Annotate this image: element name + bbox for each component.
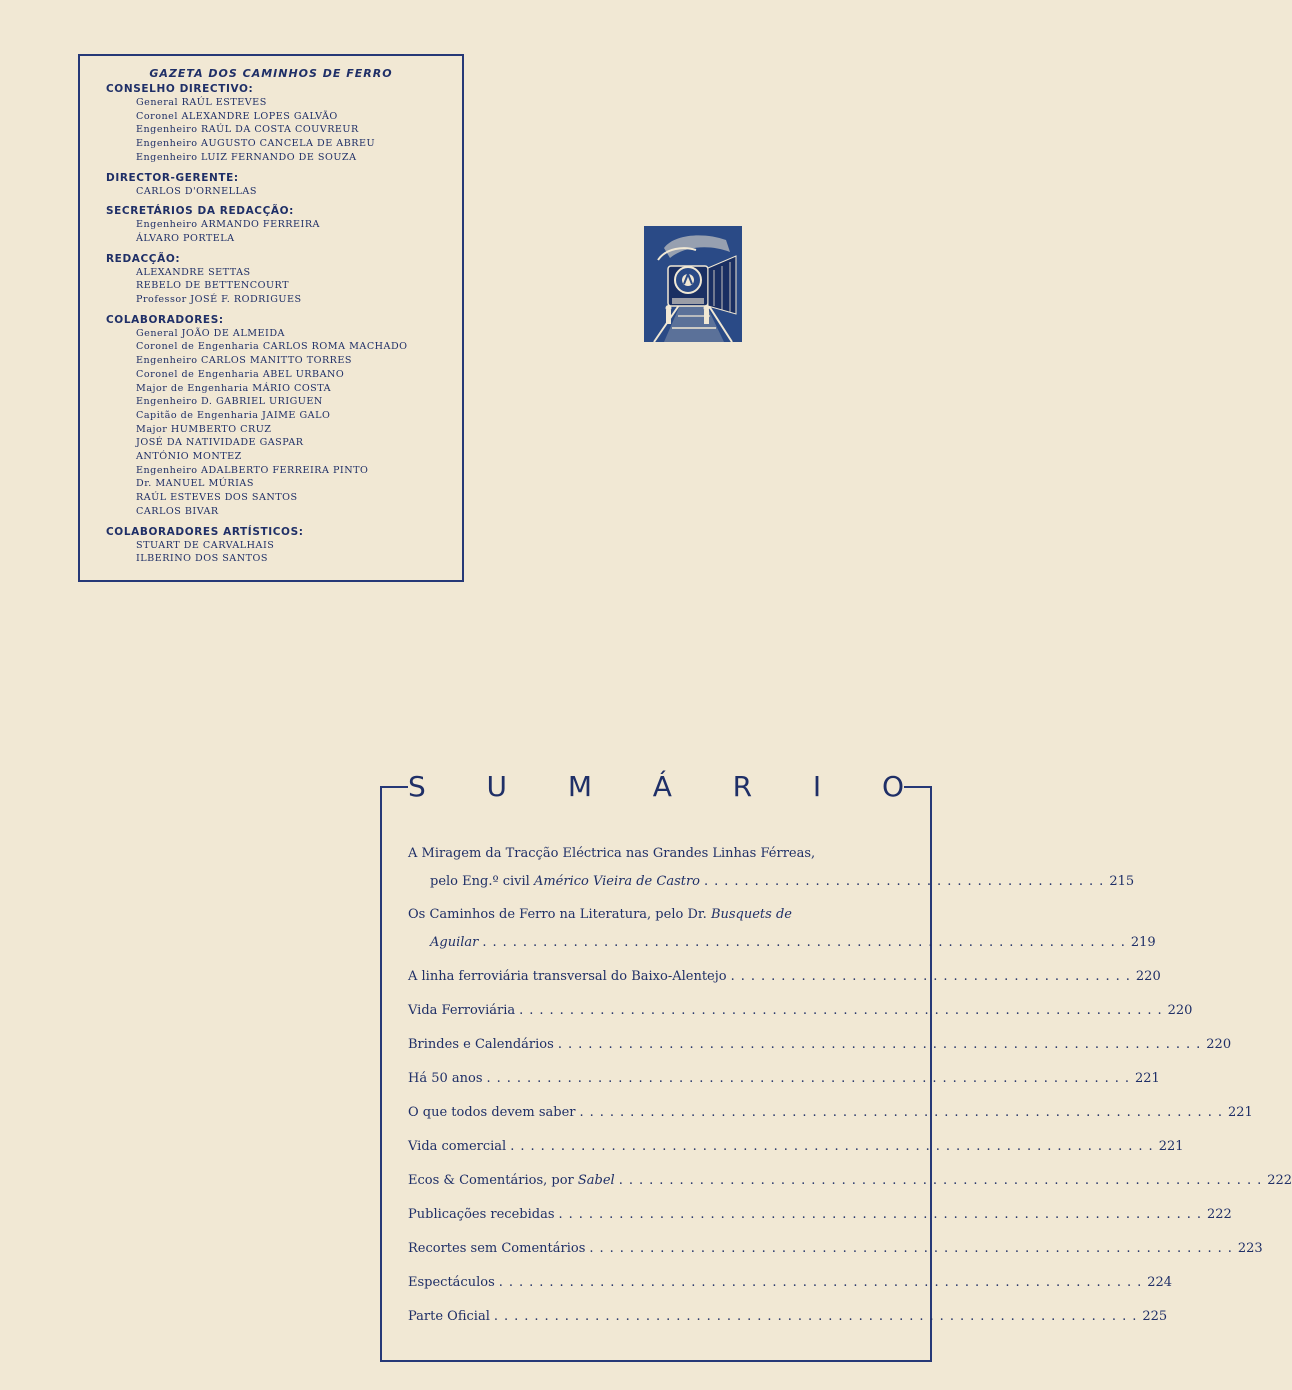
toc-title: O que todos devem saber xyxy=(408,1105,576,1120)
person: JOSÉ DA NATIVIDADE GASPAR xyxy=(136,437,304,449)
leader-dots: ................................................................ xyxy=(519,1003,1168,1018)
person: Capitão de Engenharia JAIME GALO xyxy=(136,409,331,421)
toc-entry xyxy=(408,1096,1253,1130)
person: Engenheiro CARLOS MANITTO TORRES xyxy=(136,355,352,367)
person: STUART DE CARVALHAIS xyxy=(136,539,275,551)
section-title: SECRETÁRIOS DA REDACÇÃO: xyxy=(106,205,294,218)
locomotive-emblem-icon xyxy=(644,226,742,342)
leader-dots: ................................................................ xyxy=(493,1309,1143,1324)
toc-title: Os Caminhos de Ferro na Literatura, pelo Dr. xyxy=(408,907,707,922)
person: Engenheiro RAÚL DA COSTA COUVREUR xyxy=(136,124,359,136)
person: General JOÃO DE ALMEIDA xyxy=(136,327,285,339)
section-title: CONSELHO DIRECTIVO: xyxy=(106,83,254,95)
person: ÁLVARO PORTELA xyxy=(136,232,235,244)
toc-page: 221 xyxy=(1158,1139,1184,1154)
person: CARLOS BIVAR xyxy=(136,505,219,517)
leader-dots: ................................................................ xyxy=(589,1241,1238,1256)
toc-author: Sabel xyxy=(577,1173,615,1188)
person: ILBERINO DOS SANTOS xyxy=(136,553,268,565)
section-title: REDACÇÃO: xyxy=(106,252,181,265)
person: Major HUMBERTO CRUZ xyxy=(136,423,272,435)
toc-title: Parte Oficial xyxy=(408,1309,490,1324)
toc-title: A linha ferroviária transversal do Baixo-Alentejo xyxy=(408,969,727,984)
toc-entry xyxy=(408,842,1135,899)
toc-entry xyxy=(408,960,1161,994)
toc-title: Vida Ferroviária xyxy=(408,1003,516,1018)
toc-title: Vida comercial xyxy=(408,1139,507,1154)
heading-letter: R xyxy=(732,770,753,803)
toc-entry xyxy=(408,1232,1263,1266)
toc-entry xyxy=(408,1130,1184,1164)
person: General RAÚL ESTEVES xyxy=(136,97,267,108)
person: RAÚL ESTEVES DOS SANTOS xyxy=(136,492,298,504)
toc-author: Américo Vieira de Castro xyxy=(533,874,701,889)
section-redaccao xyxy=(106,252,462,307)
person: Engenheiro ARMANDO FERREIRA xyxy=(136,219,320,231)
toc-title: A Miragem da Tracção Eléctrica nas Grandes Linhas Férreas, xyxy=(408,846,816,861)
toc-entry xyxy=(408,1198,1232,1232)
leader-dots: ................................................................ xyxy=(558,1207,1207,1222)
person: Coronel de Engenharia ABEL URBANO xyxy=(136,368,345,380)
toc-page: 219 xyxy=(1130,935,1156,950)
toc-title-cont: pelo Eng.º civil xyxy=(430,874,530,889)
person: Engenheiro ADALBERTO FERREIRA PINTO xyxy=(136,464,369,476)
toc-page: 224 xyxy=(1147,1275,1173,1290)
toc-title: Brindes e Calendários xyxy=(408,1037,554,1052)
toc-page: 221 xyxy=(1134,1071,1160,1086)
toc-title: Ecos & Comentários, por xyxy=(408,1173,574,1188)
leader-dots: ................................................................ xyxy=(482,935,1131,950)
heading-letter: S xyxy=(408,770,426,803)
section-title: DIRECTOR-GERENTE: xyxy=(106,171,239,184)
person: CARLOS D'ORNELLAS xyxy=(136,185,257,197)
leader-dots: ................................................................ xyxy=(618,1173,1268,1188)
toc-page: 221 xyxy=(1227,1105,1253,1120)
person: REBELO DE BETTENCOURT xyxy=(136,280,289,292)
toc-page: 215 xyxy=(1109,874,1135,889)
masthead-box xyxy=(78,54,464,582)
person: Major de Engenharia MÁRIO COSTA xyxy=(136,382,332,394)
section-title: COLABORADORES: xyxy=(106,313,224,326)
leader-dots: ................................................................ xyxy=(486,1071,1135,1086)
person: Engenheiro AUGUSTO CANCELA DE ABREU xyxy=(136,138,376,150)
person: ANTÓNIO MONTEZ xyxy=(136,451,242,463)
table-of-contents xyxy=(408,842,1292,1334)
heading-letter: U xyxy=(486,770,508,803)
heading-letter: I xyxy=(812,770,822,803)
toc-author-cont: Aguilar xyxy=(430,935,479,950)
heading-letter: Á xyxy=(652,770,672,803)
summary-box xyxy=(380,786,1292,1362)
heading-letter: M xyxy=(567,770,592,803)
section-title: COLABORADORES ARTÍSTICOS: xyxy=(106,525,304,538)
person: Engenheiro LUIZ FERNANDO DE SOUZA xyxy=(136,151,357,163)
toc-title: Espectáculos xyxy=(408,1275,495,1290)
leader-dots: ........................................ xyxy=(704,874,1110,889)
toc-entry xyxy=(408,1300,1168,1334)
toc-page: 222 xyxy=(1206,1207,1232,1222)
leader-dots: ................................................................ xyxy=(510,1139,1159,1154)
person: ALEXANDRE SETTAS xyxy=(136,266,251,278)
person: Dr. MANUEL MÚRIAS xyxy=(136,478,254,490)
toc-entry xyxy=(408,1028,1232,1062)
leader-dots: ................................................................ xyxy=(498,1275,1148,1290)
heading-letter: O xyxy=(881,770,904,803)
toc-title: Publicações recebidas xyxy=(408,1207,555,1222)
toc-page: 220 xyxy=(1167,1003,1193,1018)
section-conselho-directivo xyxy=(106,82,462,165)
toc-entry xyxy=(408,903,1156,960)
toc-page: 220 xyxy=(1135,969,1161,984)
section-colaboradores-artisticos xyxy=(106,525,462,566)
toc-entry xyxy=(408,1164,1292,1198)
section-colaboradores xyxy=(106,313,462,519)
leader-dots: ................................................................ xyxy=(579,1105,1228,1120)
toc-title: Recortes sem Comentários xyxy=(408,1241,586,1256)
toc-page: 222 xyxy=(1267,1173,1292,1188)
toc-page: 223 xyxy=(1237,1241,1263,1256)
leader-dots: ................................................................ xyxy=(557,1037,1207,1052)
person: Engenheiro D. GABRIEL URIGUEN xyxy=(136,396,323,408)
toc-author: Busquets de xyxy=(710,907,792,922)
toc-title: Há 50 anos xyxy=(408,1071,483,1086)
person: Professor JOSÉ F. RODRIGUES xyxy=(136,294,302,306)
masthead-title: GAZETA DOS CAMINHOS DE FERRO xyxy=(149,67,393,80)
toc-entry xyxy=(408,1266,1173,1300)
person: Coronel ALEXANDRE LOPES GALVÃO xyxy=(136,110,338,122)
toc-entry xyxy=(408,1062,1160,1096)
person: Coronel de Engenharia CARLOS ROMA MACHADO xyxy=(136,341,408,353)
leader-dots: ........................................ xyxy=(730,969,1136,984)
section-secretarios xyxy=(106,204,462,245)
section-director-gerente xyxy=(106,171,462,199)
toc-page: 220 xyxy=(1206,1037,1232,1052)
toc-page: 225 xyxy=(1142,1309,1168,1324)
toc-entry xyxy=(408,994,1193,1028)
